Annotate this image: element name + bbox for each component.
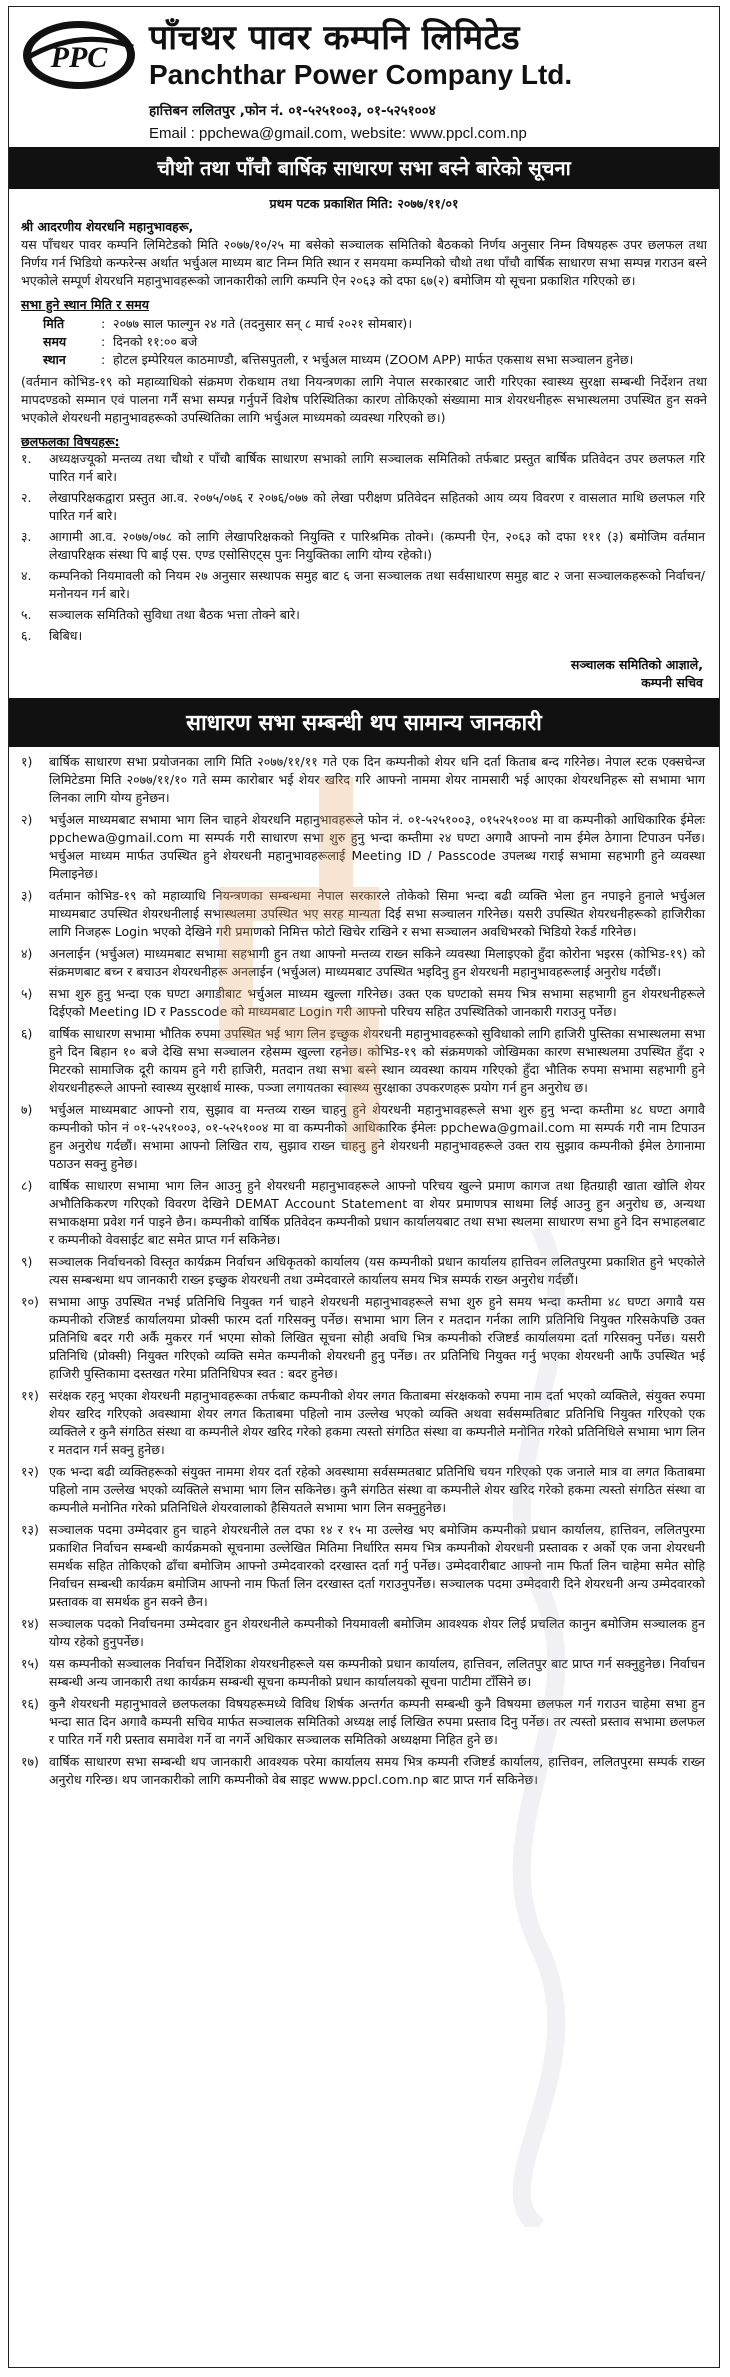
item-number: १४) [21,1616,39,1631]
list-item [21,567,705,603]
item-number: १०) [21,1294,39,1309]
item-text: बार्षिक साधारण सभा प्रयोजनका लागि मिति २०७७/११/११ गते एक दिन कम्पनीको शेयर धनि दर्ता किताब बन्द गरिनेछ। नेपाल स्टक एक्सचेन्ज लिमिटेडमा मिति २०७७/११/१० गते सम्म कारोबार भई शेयर खरिद गरि आफ्नो नाममा शेयर नामसारी भई आएका शेयरधनिहरू सो सभामा भाग लिनका लागि योग्य हुनेछन। [49,754,705,805]
item-number: ४) [21,946,33,961]
venue-heading: सभा हुने स्थान मिति र समय [21,297,149,312]
list-item [21,1615,705,1651]
item-number: १७) [21,1754,39,1769]
list-item [21,985,705,1021]
list-item [21,811,705,883]
item-number: ४. [21,568,32,583]
item-number: ८) [21,1178,33,1193]
list-item [21,1695,705,1749]
item-number: ५. [21,607,32,622]
list-item [21,1177,705,1249]
venue-value: दिनको ११:०० बजे [113,334,198,349]
item-number: १२) [21,1464,39,1479]
venue-value: होटल इम्पेरियल काठमाण्डौ, बत्तिसपुतली, र भर्चुअल माध्यम (ZOOM APP) मार्फत एकसाथ सभा सञ्चालन हुनेछ। [113,352,634,367]
list-item [21,1463,705,1517]
list-item [21,1101,705,1173]
item-text: सञ्चालक पदमा उम्मेदवार हुन चाहने शेयरधनीले तल दफा १४ र १५ मा उल्लेख भए बमोजिम कम्पनीको प्रधान कार्यालय, हात्तिवन, ललितपुरमा प्रकाशित निर्वाचन सम्बन्धी कार्यक्रमको सूचनामा उल्लेखित मितिमा निर्धारित समय भित्र कम्पनीको शेयरधनी प्रस्तावक र अर्को एक जना शेयरधनी समर्थक सहित तोकिएको ढाँचा बमोजिम आफ्नो उम्मेदवारको दरखास्त दर्ता गर्नु पर्नेछ। उम्मेदवारीबाट आफ्नो नाम फिर्ता लिन चाहेमा समेत सोहि निर्वाचन सम्बन्धी कार्यक्रम बमोजिम आफ्नो नाम फिर्ता लिन दरखास्त दर्ता गराउनुपर्नेछ। सञ्चालक पदमा उम्मेदवारी दिने शेयरधनी अन्य उम्मेदवारको प्रस्तावक वा समर्थक हुन सक्ने छैन। [49,1522,705,1609]
item-number: १. [21,451,32,466]
item-text: सरंक्षक रहनु भएका शेयरधनी महानुभावहरूका तर्फबाट कम्पनीको शेयर लगत किताबमा संरक्षकको रुपमा नाम दर्ता भएको व्यक्तिले, संयुक्त रुपमा शेयर खरिद गरिएको अवस्थामा शेयर लगत किताबमा पहिलो नाम उल्लेख भएको व्यक्ति अथवा सर्वसम्मतिबाट प्रतिनिधि नियुक्त गरिएको एक व्यक्तिले र कुनै संगठित संस्था वा कम्पनीले शेयर खरिद गरेको हकमा त्यस्तो संगठित संस्था वा कम्पनीले मनोनित गरेको प्रतिनिधिले सभामा भाग लिन र मतदान गर्न सक्नु हुनेछ। [49,1388,706,1457]
notice-title-banner: चौथो तथा पाँचौ बार्षिक साधारण सभा बस्ने बारेको सूचना [9,147,719,189]
item-text: सभामा आफु उपस्थित नभई प्रतिनिधि नियुक्त गर्न चाहने शेयरधनी महानुभावहरूले सभा शुरु हुने समय भन्दा कम्तीमा ४८ घण्टा अगावै यस कम्पनीको रजिष्टर्ड कार्यालयमा प्रोक्सी फारम दर्ता गरिसक्नु पर्नेछ। सभामा भाग लिन र मतदान गर्नका लागि प्रतिनिधि नियुक्त गरिसकेपछि उक्त प्रतिनिधि बदर गरी अर्कै मुकरर गर्न भएमा सोको लिखित सूचना सोही अवधि भित्र कम्पनीको रजिष्टर्ड कार्यालयमा दर्ता गरिसक्नु पर्नेछ। यसरी प्रतिनिधि (प्रोक्सी) नियुक्त गरिएको व्यक्ति समेत कम्पनीको शेयरधनी हुनु पर्नेछ। तर प्रतिनिधि नियुक्त गर्नु भएका शेयरधनी आफैं उपस्थित भई हाजिरी पुस्तिकामा दस्तखत गरेमा प्रतिनिधिपत्र स्वत : बदर हुनेछ। [49,1294,705,1381]
venue-label: स्थान [43,352,66,367]
venue-value: २०७७ साल फाल्गुन २४ गते (तदनुसार सन् ८ मार्च २०२१ सोमबार)। [113,316,413,331]
item-text: वार्षिक साधारण सभा सम्बन्धी थप जानकारी आवश्यक परेमा कार्यालय समय भित्र कम्पनी रजिष्टर्ड कार्यालय, हात्तिवन, ललितपुरमा सम्पर्क राख्न अनुरोध गरिन्छ। थप जानकारीको लागि कम्पनीको वेब साइट www.ppcl.com.np बाट प्राप्त गर्न सकिनेछ। [49,1754,705,1787]
item-text: कुनै शेयरधनी महानुभावले छलफलका विषयहरूमध्ये विविध शिर्षक अन्तर्गत कम्पनी सम्बन्धी कुनै विषयमा छलफल गर्न गराउन चाहेमा सभा हुन भन्दा सात दिन अगावै कम्पनी सचिव मार्फत सञ्चालक समितिको अध्यक्ष लाई लिखित रुपमा प्रस्ताव दिनु पर्नेछ। तर त्यस्तो प्रस्ताव सभामा छलफल र पारित गर्ने गरी प्रस्ताव समावेश गर्ने वा नगर्ने अधिकार सञ्चालक समितिको अध्यक्षमा निहित हुने छ। [49,1696,705,1747]
item-text: वार्षिक साधारण सभामा भौतिक रुपमा उपस्थित भई भाग लिन इच्छुक शेयरधनी महानुभावहरूको सुविधाको लागि हाजिरी पुस्तिका सभास्थलमा सभा हुने दिन बिहान १० बजे देखि सभा सञ्चालन रहेसम्म खुल्ला रहनेछ। कोभिड-१९ को संक्रमणको जोखिमका कारण सभास्थलमा उपस्थित हुँदा २ मिटरको सामाजिक दूरी कायम हुने गरी हाजिरी, मतदान तथा सभा बस्ने स्थान व्यवस्था कायम गरिएको हुँदा भौतिक रुपमा सभामा सहभागी हुने शेयरधनीहरूले आफ्नो स्वास्थ्य सुरक्षार्थ मास्क, पञ्जा लगायतका स्वास्थ्य सुरक्षाका उपकरणहरू प्रयोग गर्न हुन अनुरोध छ। [49,1026,705,1095]
company-name-english: Panchthar Power Company Ltd. [149,59,573,90]
item-number: १६) [21,1696,39,1711]
agenda-heading: छलफलका विषयहरू: [21,434,120,449]
item-text: एक भन्दा बढी व्यक्तिहरूको संयुक्त नाममा शेयर दर्ता रहेको अवस्थामा सर्वसम्मतबाट प्रतिनिधि चयन गरिएको एक जनाले मात्र वा लगत किताबमा पहिलो नाम उल्लेख भएको व्यक्तिले सभामा भाग लिन सकिनेछ। कुनै संगठित संस्था वा कम्पनीले शेयर खरिद गरेको हकमा त्यस्तो संगठित संस्था वा कम्पनीले मनोनित गरेको प्रतिनिधिले शेयरवालाको हैसियतले सभामा भाग लिन सक्नुहुनेछ। [49,1464,705,1515]
company-name-nepali: पाँचथर पावर कम्पनि लिमिटेड [149,18,521,58]
venue-label: मिति [43,316,65,331]
list-item [21,887,705,941]
general-info-list [9,753,719,1789]
item-number: ११) [21,1388,39,1403]
intro-paragraph: यस पाँचथर पावर कम्पनि लिमिटेडको मिति २०७७/१०/२५ मा बसेको सञ्चालक समितिको बैठकको निर्णय अनुसार निम्न विषयहरू उपर छलफल तथा निर्णय गर्न भिडियो कन्फरेन्स अर्थात भर्चुअल माध्यम बाट निम्न मिति स्थान र समयमा कम्पनिको चौथो तथा पाँचौ वार्षिक साधारण सभा सम्पन्न गराउन बस्ने भएकोले सम्पूर्ण शेयरधनि महानुभावहरूको जानकारीको लागि कम्पनि ऐन २०६३ को दफा ६७(२) बमोजिम यो सूचना प्रकाशित गरिएको छ। [21,237,707,288]
list-item [21,1253,705,1289]
list-item [21,450,705,486]
notice-page [8,6,720,2368]
item-text: वर्तमान कोभिड-१९ को महाव्याधि नियन्त्रणका सम्बन्धमा नेपाल सरकारले तोकेको सिमा भन्दा बढी व्यक्ति भेला हुन नपाइने हुनाले भर्चुअल माध्यमबाट उपस्थित शेयरधनीलाई सभास्थलमा उपस्थित भए सरह मान्यता दिई सभा सञ्चालन गरिनेछ। यसरी उपस्थित शेयरधनीहरूको हाजिरीका लागि निजहरू Login भएको देखिने गरी प्रमाणको निमित्त फोटो खिचेर राखिने र सभा सञ्चालन अवधिभरको भिडियो रेकर्ड गरिनेछ। [49,888,705,939]
venue-separator: : [101,352,106,367]
venue-separator: : [101,334,106,349]
venue-separator: : [101,316,106,331]
item-text: लेखापरिक्षकद्वारा प्रस्तुत आ.व. २०७५/०७६ र २०७६/०७७ को लेखा परीक्षण प्रतिवेदन सहितको आय व्यय विवरण र वासलात माथि छलफल गरि पारित गर्न बारे। [49,490,705,523]
logo-text: PPC [50,41,108,74]
item-text: सञ्चालक पदको निर्वाचनमा उम्मेदवार हुन शेयरधनीले कम्पनीको नियमावली बमोजिम आवश्यक शेयर लिई प्रचलित कानुन बमोजिम सञ्चालक हुन योग्य रहेको हुनुपर्नेछ। [49,1616,705,1649]
item-number: १३) [21,1522,39,1537]
header [9,7,719,147]
item-number: ५) [21,986,33,1001]
item-number: २. [21,490,32,505]
list-item [21,489,705,525]
list-item [21,1387,705,1459]
item-number: ९) [21,1254,33,1269]
company-address: हात्तिबन ललितपुर ,फोन नं. ०१-५२५१००३, ०१-५२५१००४ [149,103,436,119]
item-text: बिबिध। [49,628,83,643]
item-text: भर्चुअल माध्यमबाट सभामा भाग लिन चाहने शेयरधनि महानुभावहरूले फोन नं. ०१-५२५१००३, ०१५२५१००४ मा वा कम्पनीको आधिकारिक ईमेलः ppchewa@gmail.com मा सम्पर्क गरी साधारण सभा शुरु हुनु भन्दा कम्तीमा २४ घण्टा अगावै आफ्नो नाम ईमेल ठेगाना टिपाउन पर्नेछ। भर्चुअल माध्यम मार्फत उपस्थित हुने शेयरधनी महानुभावहरूलाई Meeting ID / Passcode उपलब्ध गराई सभामा सहभागी हुने व्यवस्था मिलाइनेछ। [49,812,705,881]
list-item [21,627,705,645]
list-item [21,753,705,807]
list-item [21,1655,705,1691]
list-item [21,606,705,624]
item-text: सञ्चालक निर्वाचनको विस्तृत कार्यक्रम निर्वाचन अधिकृतको कार्यालय (यस कम्पनीको प्रधान कार्यालय हात्तिवन ललितपुरमा प्रकाशित हुने भएकोले त्यस सम्बन्धमा थप जानकारी राख्न इच्छुक शेयरधनी तथा उम्मेदवारले कार्यालय समय भित्र सम्पर्क राख्न अनुरोध गर्दछौं। [49,1254,705,1287]
agenda-list [9,450,719,645]
list-item [21,528,705,564]
item-text: सञ्चालक समितिको सुविधा तथा बैठक भत्ता तोक्ने बारे। [49,607,300,622]
item-text: वार्षिक साधारण सभामा भाग लिन आउनु हुने शेयरधनी महानुभावहरूले आफ्नो परिचय खुल्ने प्रमाण कागज तथा हितग्राही खाता खोलि शेयर अभौतिकिकरण गरिएको विवरण देखिने DEMAT Account Statement वा शेयर प्रमाणपत्र साथमा लिई आउनु हुन अनुरोध छ, अन्यथा सभाकक्षमा प्रवेश गर्न पाइने छैन। कम्पनीको वार्षिक प्रतिवेदन कम्पनीको प्रधान कार्यालयबाट तथा सभा स्थलमा साधारण सभा हुने दिन सभाहलबाट र कम्पनीको वेवसाईट बाट समेत प्राप्त गर्न सकिनेछ। [49,1178,705,1247]
item-number: १५) [21,1656,39,1671]
salutation: श्री आदरणीय शेयरधनि महानुभावहरू, [21,219,194,234]
venue-details [9,313,719,373]
venue-label: समय [43,334,67,349]
item-number: ७) [21,1102,33,1117]
list-item [21,1753,705,1789]
item-text: कम्पनिको नियमावली को नियम २७ अनुसार सस्थापक समुह बाट ६ जना सञ्चालक तथा सर्वसाधारण समुह बाट २ जना सञ्चालकहरूको निर्वाचन/मनोनयन गर्न बारे। [49,568,705,601]
general-info-banner: साधारण सभा सम्बन्धी थप सामान्य जानकारी [9,698,719,747]
published-date: प्रथम पटक प्रकाशित मिति: २०७७/११/०१ [269,196,459,211]
signature-line-1: सञ्चालक समितिको आज्ञाले, [570,657,703,672]
item-number: ६) [21,1026,33,1041]
company-contact: Email : ppchewa@gmail.com, website: www.ppcl.com.np [149,125,527,142]
item-number: २) [21,812,33,827]
item-number: ३. [21,529,32,544]
list-item [21,1521,705,1611]
list-item [21,1293,705,1383]
venue-place-row [43,351,707,369]
list-item [21,1025,705,1097]
item-text: अनलाईन (भर्चुअल) माध्यमबाट सभामा सहभागी हुन तथा आफ्नो मन्तव्य राख्न सकिने व्यवस्था मिलाइएको हुँदा कोरोना भइरस (कोभिड-१९) को संक्रमणबाट बच्न र बचाउन शेयरधनीहरू अनलाईन (भर्चुअल) माध्यमबाट उपस्थित भइदिनु हुन शेयरधनी महानुभावहरूलाई अनुरोध गर्दछौं। [49,946,705,979]
item-number: १) [21,754,33,769]
item-text: यस कम्पनीको सञ्चालक निर्वाचन निर्देशिका शेयरधनीहरूले यस कम्पनीको प्रधान कार्यालय, हात्तिवन, ललितपुर बाट प्राप्त गर्न सक्नुहुनेछ। निर्वाचन सम्बन्धी अन्य जानकारी तथा कार्यक्रम सम्बन्धी सूचना कम्पनीको प्रधान कार्यालयको सूचना पाटीमा टाँसिने छ। [49,1656,705,1689]
item-number: ३) [21,888,33,903]
item-number: ६. [21,628,32,643]
item-text: अध्यक्षज्यूको मन्तव्य तथा चौथो र पाँचौ बार्षिक साधारण सभाको लागि सञ्चालक समितिको तर्फबाट प्रस्तुत बार्षिक प्रतिवेदन उपर छलफल गरि पारित गर्न बारे। [49,451,705,484]
item-text: सभा शुरु हुनु भन्दा एक घण्टा अगाडीबाट भर्चुअल माध्यम खुल्ला गरिनेछ। उक्त एक घण्टाको समय भित्र सभामा सहभागी हुन शेयरधनीहरूले दिईएको Meeting ID र Passcode को माध्यमबाट Login गरी आफ्नो परिचय सहित उपस्थितिको जानकारी गराउनु पर्नेछ। [49,986,705,1019]
venue-time-row [43,333,707,351]
signature-block [9,648,719,698]
list-item [21,945,705,981]
venue-date-row [43,315,707,333]
item-text: भर्चुअल माध्यमबाट आफ्नो राय, सुझाव वा मन्तव्य राख्न चाहनु हुने शेयरधनी महानुभावहरूले सभा शुरु हुनु भन्दा कम्तीमा ४८ घण्टा अगावै कम्पनीको फोन नं ०१-५२५१००३, ०१-५२५१००४ मा वा कम्पनीको आधिकारिक ईमेलः ppchewa@gmail.com मा सम्पर्क गरी नाम टिपाउन हुन अनुरोध गर्दछौं। सभामा आफ्नो लिखित राय, सुझाव राख्न चाहनु हुने शेयरधनी महानुभावहरूले उक्त राय सुझाव कम्पनीको ईमेल ठेगानामा पठाउन सक्नु हुनेछ। [49,1102,705,1171]
signature-line-2: कम्पनी सचिव [641,675,703,690]
item-text: आगामी आ.व. २०७७/०७८ को लागि लेखापरिक्षकको नियुक्ति र पारिश्रमिक तोक्ने। (कम्पनी ऐन, २०६३ को दफा १११ (३) बमोजिम वर्तमान लेखापरिक्षक संस्था पि बाई एस. एण्ड एसोसिएट्स पुनः नियुक्तिका लागि योग्य रहेको।) [49,529,705,562]
covid-note: (वर्तमान कोभिड-१९ को महाव्याधिको संक्रमण रोकथाम तथा नियन्त्रणका लागि नेपाल सरकारबाट जारी गरिएका स्वास्थ्य सुरक्षा सम्बन्धी निर्देशन तथा मापदण्डको सम्मान एवं पालना गर्नै सभा सम्पन्न गर्नुपर्ने विशेष परिस्थितिका कारण तोकिएको संख्यामा मात्र शेयरधनीहरू सभास्थलमा उपस्थित हुन सक्ने भएकोले शेयरधनी महानुभावहरूको उपस्थितिका लागि भर्चुअल माध्यमको व्यवस्था गरिएको छ।) [21,374,707,425]
company-logo-icon [19,17,139,92]
